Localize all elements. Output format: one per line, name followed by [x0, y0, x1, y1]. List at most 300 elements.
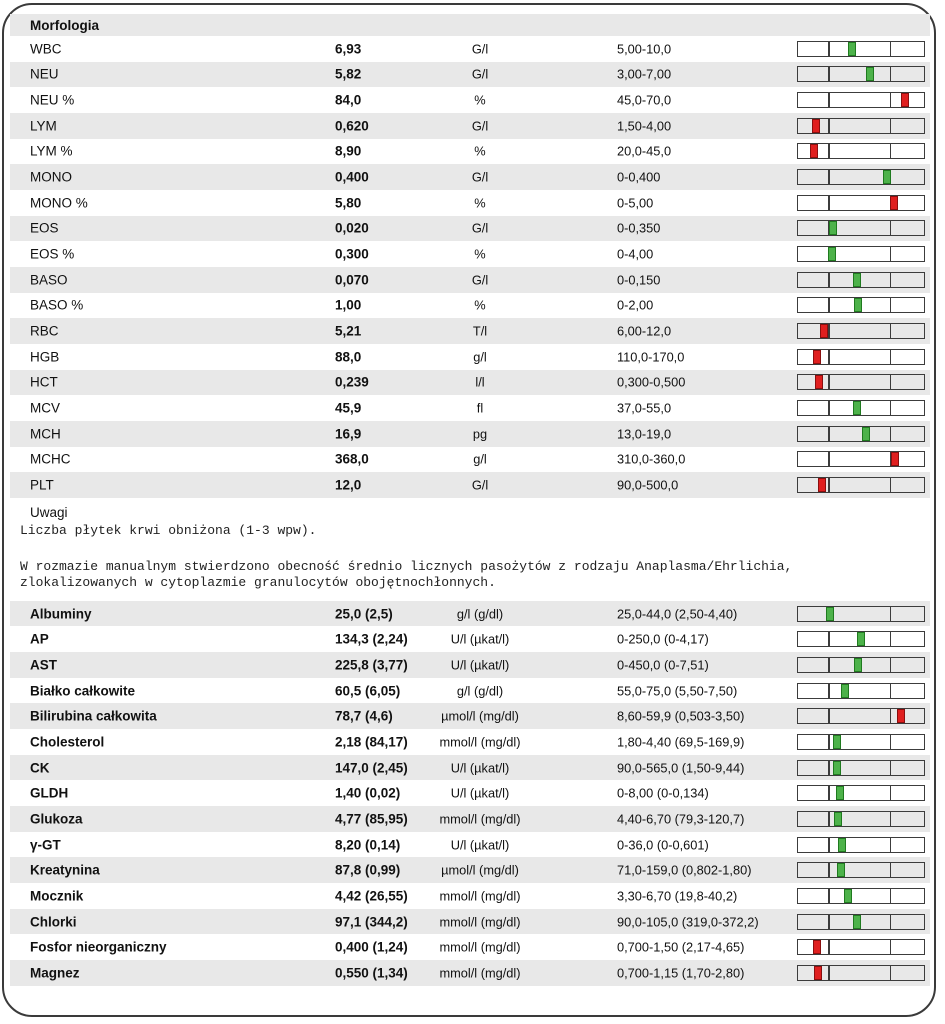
range-high-divider-icon [890, 838, 891, 852]
parameter-value: 60,5 (6,05) [335, 683, 401, 699]
parameter-range: 5,00-10,0 [617, 41, 672, 57]
range-low-divider-icon [828, 889, 829, 903]
parameter-name: AST [30, 657, 57, 673]
range-bar [797, 426, 925, 442]
parameter-unit: pg [472, 426, 488, 442]
table-row [10, 447, 930, 473]
range-marker [815, 375, 823, 389]
range-high-divider-icon [890, 684, 891, 698]
range-bar [797, 272, 925, 288]
table-row [10, 395, 930, 421]
range-high-divider-icon [890, 375, 891, 389]
range-low-divider-icon [828, 375, 829, 389]
range-high-divider-icon [890, 889, 891, 903]
range-bar [797, 118, 925, 134]
range-marker [833, 735, 841, 749]
parameter-name: γ-GT [30, 837, 61, 853]
parameter-value: 8,90 [335, 143, 362, 159]
parameter-name: Chlorki [30, 914, 77, 930]
parameter-value: 25,0 (2,5) [335, 606, 393, 622]
parameter-unit: G/l [471, 220, 489, 236]
parameter-name: BASO [30, 272, 68, 288]
parameter-name: MONO % [30, 195, 88, 211]
range-high-divider-icon [890, 119, 891, 133]
range-high-divider-icon [890, 273, 891, 287]
range-marker [813, 940, 821, 954]
range-marker [844, 889, 852, 903]
parameter-name: MCV [30, 400, 60, 416]
parameter-value: 0,300 [335, 246, 369, 262]
parameter-value: 0,400 [335, 169, 369, 185]
parameter-unit: G/l [471, 477, 489, 493]
parameter-unit: U/l (µkat/l) [450, 631, 510, 647]
comments-label: Uwagi [30, 505, 68, 521]
parameter-unit: g/l (g/dl) [456, 683, 504, 699]
range-marker [854, 298, 862, 312]
range-marker [829, 221, 837, 235]
parameter-value: 45,9 [335, 400, 362, 416]
range-low-divider-icon [828, 786, 829, 800]
range-bar [797, 683, 925, 699]
parameter-unit: % [474, 195, 486, 211]
parameter-value: 134,3 (2,24) [335, 631, 408, 647]
parameter-value: 16,9 [335, 426, 362, 442]
parameter-unit: G/l [471, 66, 489, 82]
parameter-value: 0,400 (1,24) [335, 939, 408, 955]
range-high-divider-icon [890, 786, 891, 800]
range-high-divider-icon [890, 144, 891, 158]
range-low-divider-icon [828, 42, 829, 56]
range-low-divider-icon [828, 427, 829, 441]
range-high-divider-icon [890, 478, 891, 492]
parameter-name: PLT [30, 477, 54, 493]
parameter-value: 1,40 (0,02) [335, 785, 401, 801]
range-low-divider-icon [828, 273, 829, 287]
table-row [10, 267, 930, 293]
range-low-divider-icon [828, 144, 829, 158]
range-high-divider-icon [890, 221, 891, 235]
range-low-divider-icon [828, 67, 829, 81]
table-row [10, 344, 930, 370]
range-bar [797, 41, 925, 57]
parameter-unit: G/l [471, 169, 489, 185]
parameter-name: LYM [30, 118, 57, 134]
parameter-value: 87,8 (0,99) [335, 862, 401, 878]
range-low-divider-icon [828, 709, 829, 723]
parameter-name: Bilirubina całkowita [30, 708, 157, 724]
range-bar [797, 888, 925, 904]
parameter-range: 0-8,00 (0-0,134) [617, 785, 709, 801]
parameter-name: MONO [30, 169, 72, 185]
parameter-value: 5,82 [335, 66, 362, 82]
range-bar [797, 195, 925, 211]
range-low-divider-icon [828, 452, 829, 466]
table-row [10, 293, 930, 319]
table-row [10, 883, 930, 909]
parameter-name: WBC [30, 41, 62, 57]
table-row [10, 934, 930, 960]
table-row [10, 370, 930, 396]
range-high-divider-icon [890, 658, 891, 672]
parameter-range: 3,00-7,00 [617, 66, 672, 82]
range-bar [797, 862, 925, 878]
table-row [10, 87, 930, 113]
range-marker [814, 966, 822, 980]
range-low-divider-icon [828, 93, 829, 107]
parameter-value: 4,77 (85,95) [335, 811, 408, 827]
range-low-divider-icon [828, 863, 829, 877]
parameter-value: 0,070 [335, 272, 369, 288]
range-bar [797, 837, 925, 853]
table-row [10, 190, 930, 216]
range-marker [853, 915, 861, 929]
parameter-value: 5,21 [335, 323, 362, 339]
parameter-range: 71,0-159,0 (0,802-1,80) [617, 862, 752, 878]
range-marker [862, 427, 870, 441]
parameter-unit: µmol/l (mg/dl) [441, 862, 519, 878]
range-high-divider-icon [890, 607, 891, 621]
parameter-name: CK [30, 760, 50, 776]
table-row [10, 318, 930, 344]
range-low-divider-icon [828, 735, 829, 749]
range-marker [890, 196, 898, 210]
range-low-divider-icon [828, 350, 829, 364]
table-row [10, 421, 930, 447]
range-bar [797, 143, 925, 159]
range-bar [797, 451, 925, 467]
parameter-value: 97,1 (344,2) [335, 914, 408, 930]
section-header-morfologia [10, 14, 930, 36]
parameter-unit: mmol/l (mg/dl) [439, 914, 521, 930]
parameter-value: 2,18 (84,17) [335, 734, 408, 750]
parameter-name: AP [30, 631, 49, 647]
parameter-range: 0-0,350 [617, 220, 661, 236]
parameter-value: 0,620 [335, 118, 369, 134]
table-row [10, 806, 930, 832]
parameter-unit: G/l [471, 272, 489, 288]
range-low-divider-icon [828, 298, 829, 312]
range-marker [853, 401, 861, 415]
parameter-range: 55,0-75,0 (5,50-7,50) [617, 683, 738, 699]
range-marker [837, 863, 845, 877]
range-bar [797, 374, 925, 390]
parameter-value: 84,0 [335, 92, 362, 108]
parameter-unit: % [474, 297, 486, 313]
parameter-range: 0-0,400 [617, 169, 661, 185]
parameter-value: 6,93 [335, 41, 362, 57]
parameter-unit: % [474, 92, 486, 108]
parameter-name: HCT [30, 374, 58, 390]
table-row [10, 472, 930, 498]
table-row [10, 113, 930, 139]
range-marker [854, 658, 862, 672]
table-row [10, 780, 930, 806]
parameter-name: Cholesterol [30, 734, 105, 750]
parameter-name: Magnez [30, 965, 80, 981]
parameter-unit: G/l [471, 118, 489, 134]
parameter-name: NEU % [30, 92, 75, 108]
range-bar [797, 606, 925, 622]
range-high-divider-icon [890, 863, 891, 877]
range-low-divider-icon [828, 478, 829, 492]
range-bar [797, 631, 925, 647]
range-bar [797, 246, 925, 262]
parameter-name: EOS [30, 220, 59, 236]
parameter-range: 110,0-170,0 [617, 349, 685, 365]
parameter-value: 225,8 (3,77) [335, 657, 408, 673]
parameter-range: 25,0-44,0 (2,50-4,40) [617, 606, 738, 622]
range-low-divider-icon [828, 940, 829, 954]
parameter-name: EOS % [30, 246, 75, 262]
parameter-value: 88,0 [335, 349, 362, 365]
range-marker [897, 709, 905, 723]
range-bar [797, 914, 925, 930]
table-row [10, 216, 930, 242]
table-row [10, 755, 930, 781]
parameter-name: NEU [30, 66, 59, 82]
parameter-range: 0-0,150 [617, 272, 661, 288]
range-bar [797, 66, 925, 82]
parameter-range: 13,0-19,0 [617, 426, 672, 442]
range-bar [797, 734, 925, 750]
parameter-range: 0-2,00 [617, 297, 654, 313]
range-low-divider-icon [828, 966, 829, 980]
parameter-unit: l/l [475, 374, 485, 390]
range-high-divider-icon [890, 966, 891, 980]
range-low-divider-icon [828, 812, 829, 826]
parameter-unit: g/l (g/dl) [456, 606, 504, 622]
parameter-name: Fosfor nieorganiczny [30, 939, 167, 955]
range-high-divider-icon [890, 915, 891, 929]
parameter-unit: U/l (µkat/l) [450, 785, 510, 801]
range-low-divider-icon [828, 838, 829, 852]
range-bar [797, 297, 925, 313]
range-high-divider-icon [890, 67, 891, 81]
range-marker [848, 42, 856, 56]
range-marker [834, 812, 842, 826]
range-marker [838, 838, 846, 852]
parameter-name: RBC [30, 323, 59, 339]
range-high-divider-icon [890, 42, 891, 56]
table-row [10, 241, 930, 267]
parameter-name: HGB [30, 349, 60, 365]
range-marker [833, 761, 841, 775]
comment-line: Liczba płytek krwi obniżona (1-3 wpw). [20, 522, 317, 538]
range-marker [812, 119, 820, 133]
range-bar [797, 92, 925, 108]
parameter-name: Glukoza [30, 811, 83, 827]
parameter-value: 8,20 (0,14) [335, 837, 401, 853]
range-bar [797, 965, 925, 981]
parameter-name: Białko całkowite [30, 683, 136, 699]
range-bar [797, 657, 925, 673]
range-high-divider-icon [890, 324, 891, 338]
parameter-range: 0-36,0 (0-0,601) [617, 837, 709, 853]
range-high-divider-icon [890, 401, 891, 415]
parameter-range: 0-4,00 [617, 246, 654, 262]
parameter-value: 12,0 [335, 477, 362, 493]
range-low-divider-icon [828, 401, 829, 415]
parameter-value: 4,42 (26,55) [335, 888, 408, 904]
range-low-divider-icon [828, 684, 829, 698]
parameter-name: GLDH [30, 785, 69, 801]
table-row [10, 703, 930, 729]
range-marker [810, 144, 818, 158]
parameter-unit: fl [476, 400, 484, 416]
range-marker [901, 93, 909, 107]
parameter-unit: U/l (µkat/l) [450, 760, 510, 776]
parameter-name: Albuminy [30, 606, 92, 622]
range-bar [797, 811, 925, 827]
parameter-value: 78,7 (4,6) [335, 708, 393, 724]
range-bar [797, 785, 925, 801]
range-high-divider-icon [890, 298, 891, 312]
range-low-divider-icon [828, 915, 829, 929]
parameter-value: 368,0 [335, 451, 369, 467]
range-high-divider-icon [890, 247, 891, 261]
parameter-range: 1,50-4,00 [617, 118, 672, 134]
parameter-name: Kreatynina [30, 862, 100, 878]
range-bar [797, 939, 925, 955]
range-bar [797, 349, 925, 365]
range-marker [818, 478, 826, 492]
parameter-unit: mmol/l (mg/dl) [439, 888, 521, 904]
parameter-unit: % [474, 143, 486, 159]
table-row [10, 729, 930, 755]
range-marker [841, 684, 849, 698]
parameter-range: 1,80-4,40 (69,5-169,9) [617, 734, 745, 750]
parameter-name: Mocznik [30, 888, 84, 904]
parameter-range: 37,0-55,0 [617, 400, 672, 416]
range-high-divider-icon [890, 350, 891, 364]
parameter-unit: mmol/l (mg/dl) [439, 811, 521, 827]
morphology-table [10, 36, 930, 498]
parameter-name: MCHC [30, 451, 71, 467]
range-high-divider-icon [890, 632, 891, 646]
range-marker [828, 247, 836, 261]
range-high-divider-icon [890, 709, 891, 723]
parameter-range: 90,0-565,0 (1,50-9,44) [617, 760, 745, 776]
parameter-unit: g/l [473, 349, 487, 365]
parameter-range: 0-5,00 [617, 195, 654, 211]
range-low-divider-icon [828, 632, 829, 646]
comment-line: zlokalizowanych w cytoplazmie granulocytów obojętnochłonnych. [20, 574, 496, 590]
table-row [10, 857, 930, 883]
parameter-unit: µmol/l (mg/dl) [441, 708, 519, 724]
range-high-divider-icon [890, 735, 891, 749]
range-marker [826, 607, 834, 621]
range-marker [820, 324, 828, 338]
parameter-value: 147,0 (2,45) [335, 760, 408, 776]
section-title: Morfologia [30, 17, 99, 33]
parameter-range: 4,40-6,70 (79,3-120,7) [617, 811, 745, 827]
parameter-unit: T/l [472, 323, 488, 339]
range-low-divider-icon [828, 170, 829, 184]
parameter-name: LYM % [30, 143, 73, 159]
range-high-divider-icon [890, 427, 891, 441]
parameter-name: BASO % [30, 297, 84, 313]
parameter-range: 0-250,0 (0-4,17) [617, 631, 709, 647]
lab-report [10, 14, 930, 986]
parameter-unit: mmol/l (mg/dl) [439, 965, 521, 981]
range-marker [853, 273, 861, 287]
parameter-range: 6,00-12,0 [617, 323, 672, 339]
range-bar [797, 169, 925, 185]
parameter-range: 0-450,0 (0-7,51) [617, 657, 709, 673]
table-row [10, 36, 930, 62]
range-marker [883, 170, 891, 184]
range-bar [797, 400, 925, 416]
table-row [10, 139, 930, 165]
range-marker [891, 452, 899, 466]
parameter-unit: mmol/l (mg/dl) [439, 734, 521, 750]
range-low-divider-icon [828, 119, 829, 133]
comment-line: W rozmazie manualnym stwierdzono obecność średnio licznych pasożytów z rodzaju Anaplasma/Ehrlichia, [20, 558, 793, 574]
parameter-range: 310,0-360,0 [617, 451, 686, 467]
range-low-divider-icon [828, 761, 829, 775]
range-marker [857, 632, 865, 646]
range-high-divider-icon [890, 93, 891, 107]
parameter-value: 0,020 [335, 220, 369, 236]
parameter-unit: mmol/l (mg/dl) [439, 939, 521, 955]
parameter-unit: U/l (µkat/l) [450, 657, 510, 673]
table-row [10, 909, 930, 935]
parameter-range: 90,0-105,0 (319,0-372,2) [617, 914, 759, 930]
range-high-divider-icon [890, 812, 891, 826]
parameter-range: 20,0-45,0 [617, 143, 672, 159]
table-row [10, 626, 930, 652]
table-row [10, 164, 930, 190]
parameter-unit: % [474, 246, 486, 262]
parameter-range: 8,60-59,9 (0,503-3,50) [617, 708, 745, 724]
range-bar [797, 708, 925, 724]
table-row [10, 678, 930, 704]
range-marker [836, 786, 844, 800]
parameter-range: 90,0-500,0 [617, 477, 679, 493]
parameter-unit: g/l [473, 451, 487, 467]
chemistry-table [10, 601, 930, 986]
table-row [10, 62, 930, 88]
comments-section [10, 498, 930, 601]
range-bar [797, 477, 925, 493]
range-low-divider-icon [828, 658, 829, 672]
table-row [10, 601, 930, 627]
parameter-name: MCH [30, 426, 61, 442]
table-row [10, 832, 930, 858]
range-low-divider-icon [828, 196, 829, 210]
parameter-value: 5,80 [335, 195, 362, 211]
parameter-range: 0,700-1,15 (1,70-2,80) [617, 965, 745, 981]
table-row [10, 652, 930, 678]
parameter-range: 0,300-0,500 [617, 374, 686, 390]
parameter-value: 0,239 [335, 374, 369, 390]
range-bar [797, 220, 925, 236]
range-bar [797, 323, 925, 339]
parameter-value: 1,00 [335, 297, 362, 313]
parameter-range: 0,700-1,50 (2,17-4,65) [617, 939, 745, 955]
parameter-unit: U/l (µkat/l) [450, 837, 510, 853]
parameter-range: 45,0-70,0 [617, 92, 672, 108]
parameter-range: 3,30-6,70 (19,8-40,2) [617, 888, 738, 904]
parameter-unit: G/l [471, 41, 489, 57]
table-row [10, 960, 930, 986]
range-high-divider-icon [890, 940, 891, 954]
range-marker [813, 350, 821, 364]
range-bar [797, 760, 925, 776]
range-marker [866, 67, 874, 81]
parameter-value: 0,550 (1,34) [335, 965, 408, 981]
range-high-divider-icon [890, 761, 891, 775]
